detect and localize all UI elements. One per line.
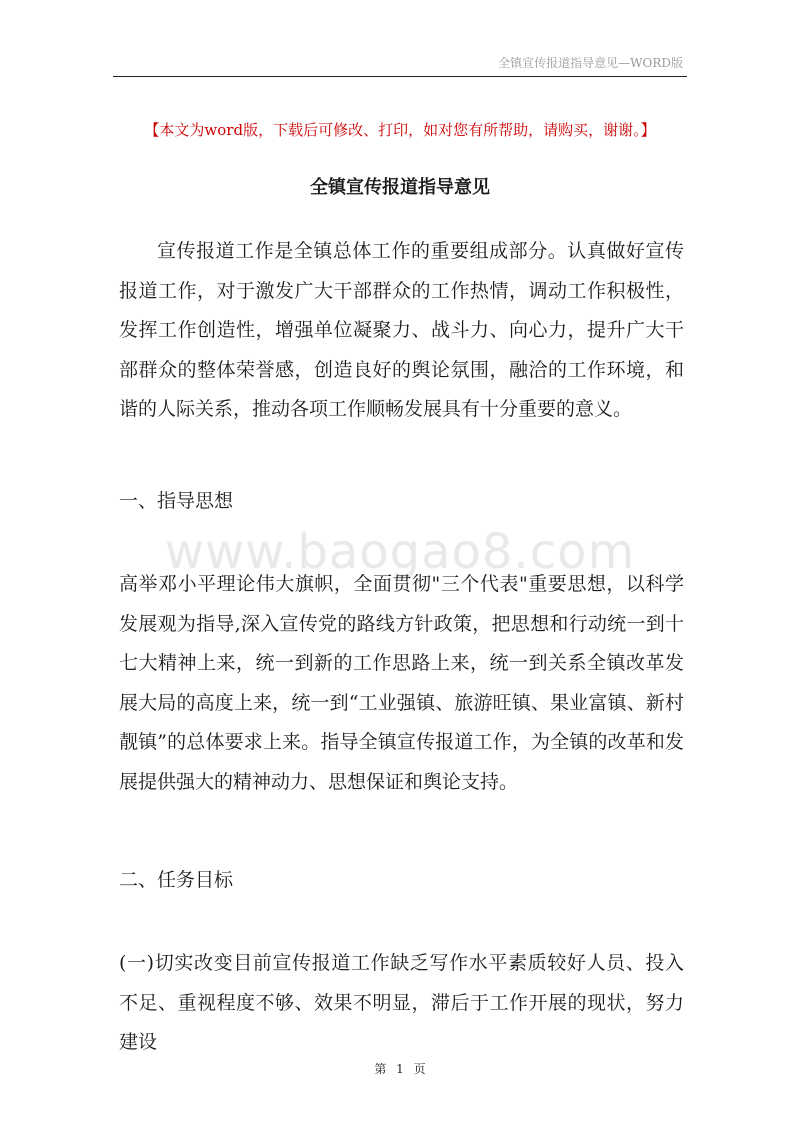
intro-paragraph: 宣传报道工作是全镇总体工作的重要组成部分。认真做好宣传报道工作，对于激发广大干部群众的工作热情，调动工作积极性，发挥工作创造性，增强单位凝聚力、战斗力、向心力，提升广大干部群众的整体荣誉感，创造良好的舆论氛围，融洽的工作环境，和谐的人际关系，推动各项工作顺畅发展具有十分重要的意义。 [119,240,684,420]
guiding-ideology-paragraph: 高举邓小平理论伟大旗帜，全面贯彻"三个代表"重要思想，以科学发展观为指导,深入宣传党的路线方针政策，把思想和行动统一到十七大精神上来，统一到新的工作思路上来，统一到关系全镇改革发展大局的高度上来，统一到“工业强镇、旅游旺镇、果业富镇、新村靓镇”的总体要求上来。指导全镇宣传报道工作，为全镇的改革和发展提供强大的精神动力、思想保证和舆论支持。 [119,573,684,793]
page-number: 1 [396,1062,404,1076]
running-header: 全镇宣传报道指导意见—WORD版 [498,56,683,70]
watermark: www.baogao8.com [164,524,636,580]
document-title: 全镇宣传报道指导意见 [310,177,490,198]
purchase-notice: 【本文为word版，下载后可修改、打印，如对您有所帮助，请购买，谢谢。】 [144,121,656,139]
page-prefix: 第 [374,1062,387,1076]
header-divider [113,76,687,77]
task-goals-paragraph: (一)切实改变目前宣传报道工作缺乏写作水平素质较好人员、投入不足、重视程度不够、效果不明显，滞后于工作开展的现状，努力建设 [119,952,684,1053]
page-suffix: 页 [413,1062,426,1076]
section-heading-guiding-ideology: 一、指导思想 [119,490,234,512]
page-footer [0,1060,800,1077]
section-heading-task-goals: 二、任务目标 [119,869,234,891]
